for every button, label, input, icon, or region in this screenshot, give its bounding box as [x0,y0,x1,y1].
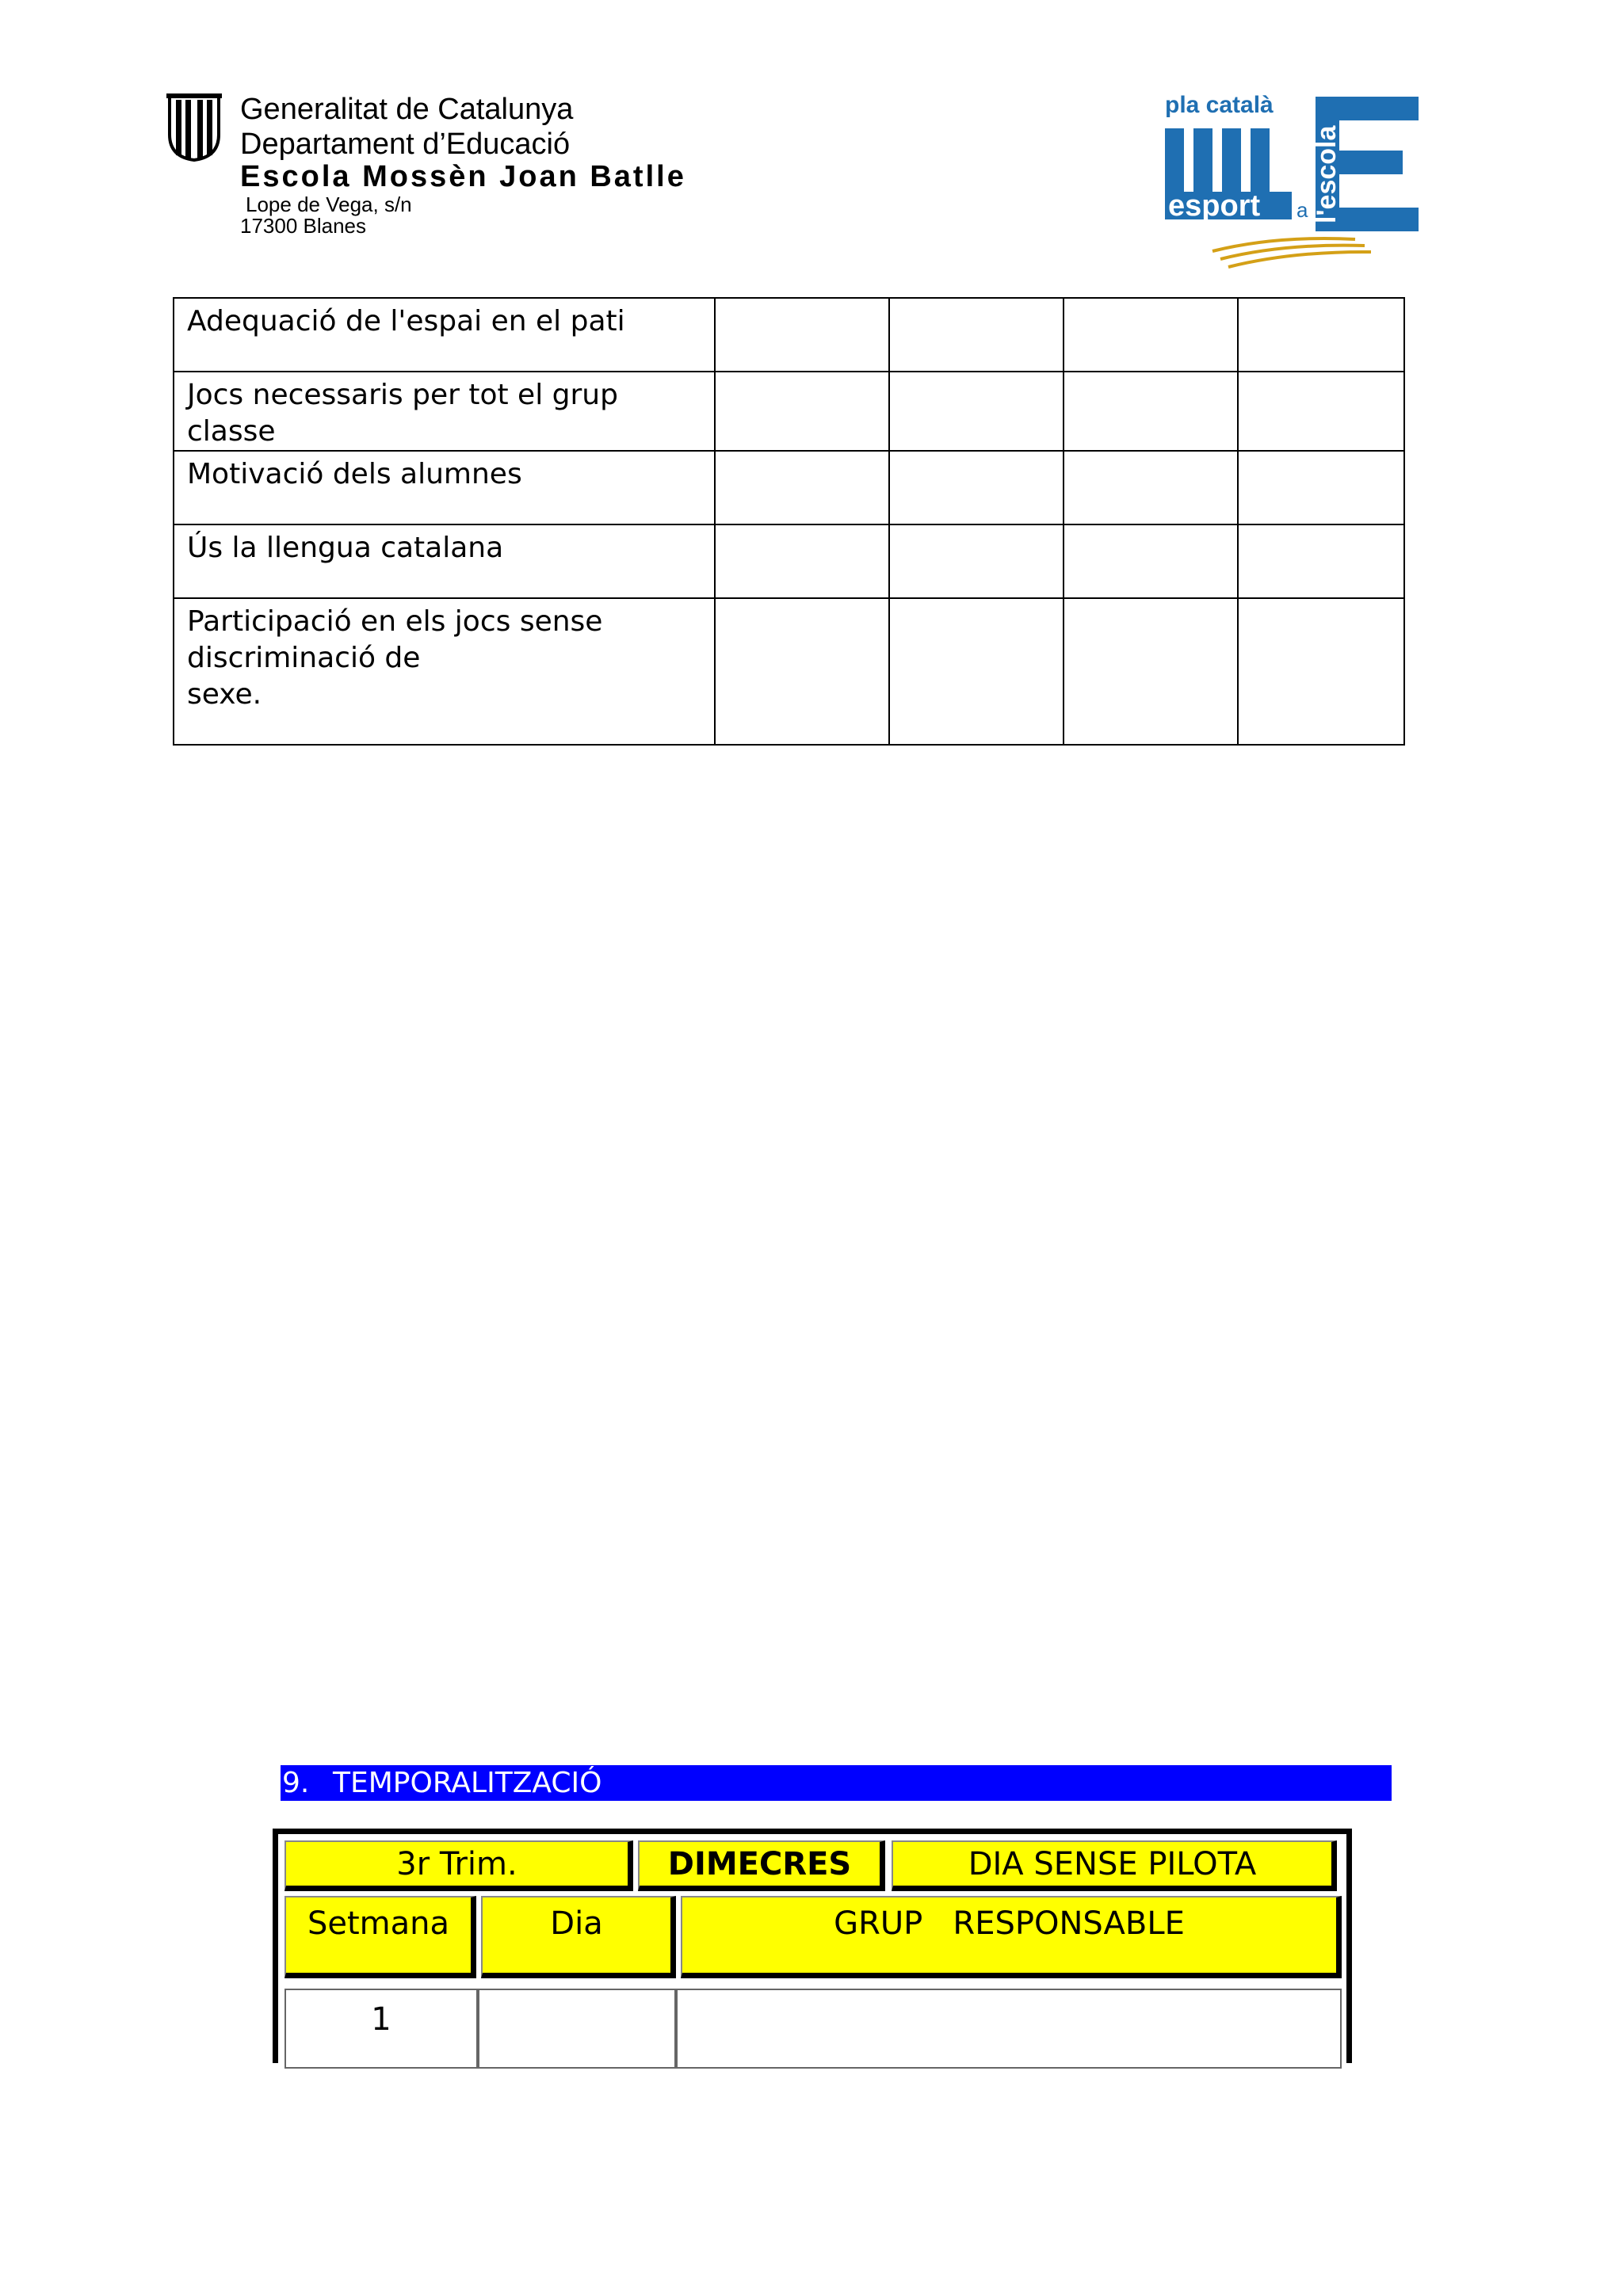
logo-word2: a [1296,198,1308,222]
logo-word3: l'escola [1312,125,1342,223]
header-line2: Departament d’Educació [240,128,571,161]
logo-top-text: pla català [1165,92,1274,118]
rating-cell[interactable] [1064,598,1238,745]
row-label-line: discriminació de [187,642,421,674]
table-row [174,451,1404,524]
trimester-cell: 3r Trim. [285,1840,633,1891]
generalitat-crest-icon [166,93,222,162]
school-city: 17300 Blanes [240,214,367,238]
rating-cell[interactable] [715,372,889,451]
rating-cell[interactable] [889,451,1064,524]
rating-cell[interactable] [889,598,1064,745]
rating-cell[interactable] [1238,298,1404,372]
week-header: Setmana [285,1896,476,1978]
week-cell[interactable]: 1 [285,1989,478,2069]
date-cell[interactable] [478,1989,676,2069]
table-row [174,524,1404,598]
rating-cell[interactable] [1238,372,1404,451]
row-label: Motivació dels alumnes [174,451,715,524]
row-label-line: Participació en els jocs sense [187,605,603,638]
esport-escola-logo [1157,89,1419,271]
rating-cell[interactable] [889,298,1064,372]
group-cell[interactable] [676,1989,1342,2069]
header-line1: Generalitat de Catalunya [240,93,574,126]
evaluation-table [173,297,1405,746]
row-label-multiline [174,598,715,745]
rating-cell[interactable] [1238,451,1404,524]
rating-cell[interactable] [889,372,1064,451]
rating-cell[interactable] [715,298,889,372]
logo-word1: esport [1168,189,1261,223]
table-row [174,372,1404,451]
row-label: Adequació de l'espai en el pati [174,298,715,372]
section-title: TEMPORALITZACIÓ [333,1767,602,1799]
rating-cell[interactable] [1238,598,1404,745]
schedule-table [273,1829,1352,2063]
day-header: Dia [481,1896,676,1978]
rating-cell[interactable] [1064,451,1238,524]
section-heading [281,1765,1392,1801]
rating-cell[interactable] [715,451,889,524]
weekday-cell: DIMECRES [638,1840,885,1891]
row-label: Jocs necessaris per tot el grup classe [174,372,715,451]
school-address: Lope de Vega, s/n [246,193,412,216]
section-number: 9. [282,1767,310,1799]
row-label-line: sexe. [187,678,262,711]
row-label: Ús la llengua catalana [174,524,715,598]
rating-cell[interactable] [715,598,889,745]
school-name: Escola Mossèn Joan Batlle [240,160,686,193]
rating-cell[interactable] [1064,372,1238,451]
rating-cell[interactable] [889,524,1064,598]
rating-cell[interactable] [715,524,889,598]
rating-cell[interactable] [1238,524,1404,598]
table-row [174,298,1404,372]
group-header: GRUP RESPONSABLE [681,1896,1342,1978]
event-cell: DIA SENSE PILOTA [892,1840,1337,1891]
table-row [174,598,1404,745]
rating-cell[interactable] [1064,524,1238,598]
rating-cell[interactable] [1064,298,1238,372]
